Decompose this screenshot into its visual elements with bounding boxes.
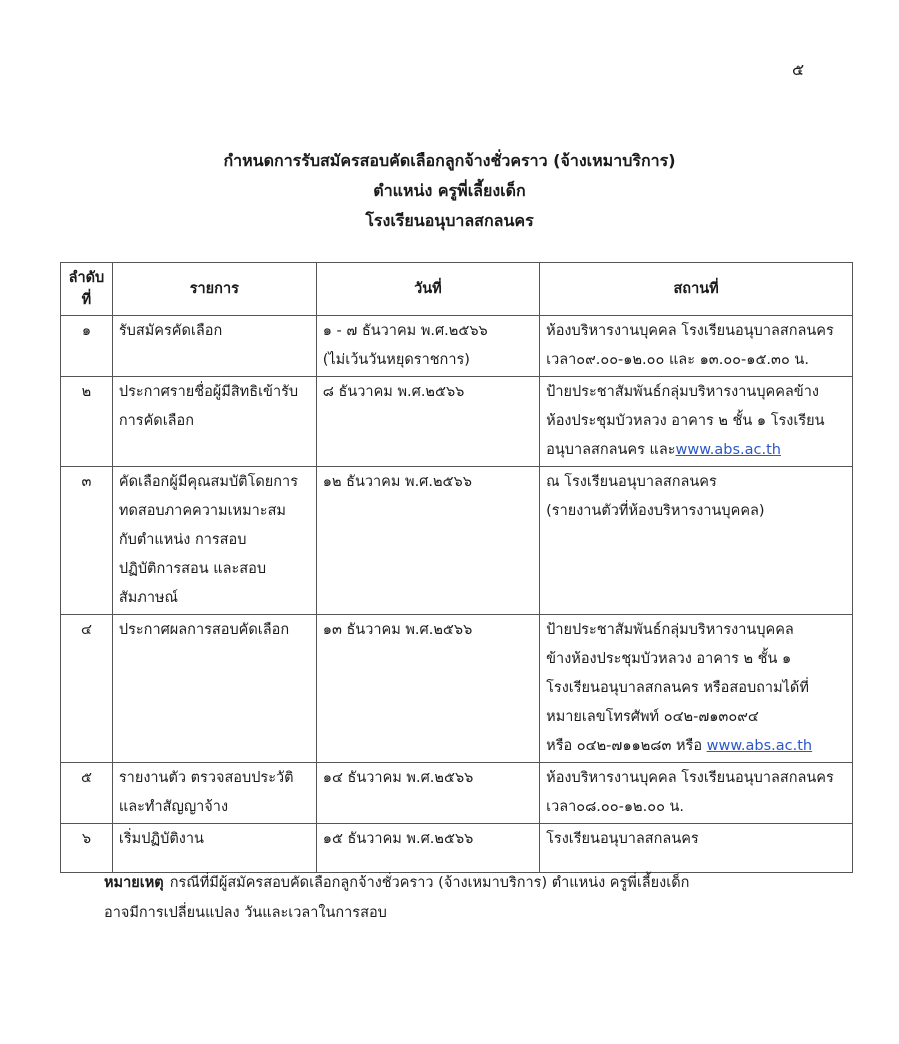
date-line: (ไม่เว้นวันหยุดราชการ) [322, 352, 470, 368]
place-line: ห้องประชุมบัวหลวง อาคาร ๒ ชั้น ๑ โรงเรียน [546, 413, 825, 429]
document-title [0, 146, 899, 236]
row-number: ๕ [61, 763, 113, 824]
title-line-2: ตำแหน่ง ครูพี่เลี้ยงเด็ก [373, 181, 526, 200]
row-item [112, 763, 316, 824]
table-row [61, 377, 853, 467]
item-line: สัมภาษณ์ [118, 590, 179, 606]
row-place [540, 763, 853, 824]
table-row [61, 763, 853, 824]
row-date [316, 615, 539, 763]
item-line: การคัดเลือก [118, 413, 195, 429]
footnote [104, 868, 804, 928]
place-line: ป้ายประชาสัมพันธ์กลุ่มบริหารงานบุคคล [546, 622, 794, 638]
date-line: ๑๒ ธันวาคม พ.ศ.๒๕๖๖ [322, 474, 472, 490]
date-line: ๑ - ๗ ธันวาคม พ.ศ.๒๕๖๖ [322, 323, 488, 339]
date-line: ๑๓ ธันวาคม พ.ศ.๒๕๖๖ [322, 622, 473, 638]
row-date [316, 377, 539, 467]
date-line: ๑๕ ธันวาคม พ.ศ.๒๕๖๖ [322, 831, 474, 847]
place-line: เวลา๐๘.๐๐-๑๒.๐๐ น. [546, 799, 685, 815]
item-line: ประกาศผลการสอบคัดเลือก [118, 622, 290, 638]
table-header-row [61, 263, 853, 316]
place-line [546, 732, 846, 761]
table-row [61, 316, 853, 377]
title-line-3: โรงเรียนอนุบาลสกลนคร [365, 211, 534, 230]
place-line: หมายเลขโทรศัพท์ ๐๔๒-๗๑๓๐๙๔ [546, 709, 759, 725]
footnote-line-1 [104, 868, 804, 898]
row-number: ๒ [61, 377, 113, 467]
row-place [540, 377, 853, 467]
header-no-line-2: ที่ [81, 292, 92, 308]
schedule-table [60, 262, 853, 873]
row-number: ๓ [61, 467, 113, 615]
header-item: รายการ [112, 263, 316, 316]
item-line: รับสมัครคัดเลือก [118, 323, 223, 339]
header-no [61, 263, 113, 316]
place-line: (รายงานตัวที่ห้องบริหารงานบุคคล) [546, 503, 765, 519]
row-place [540, 467, 853, 615]
row-item [112, 824, 316, 873]
place-line [546, 436, 846, 465]
website-link[interactable]: www.abs.ac.th [706, 738, 813, 754]
website-link[interactable]: www.abs.ac.th [675, 442, 781, 458]
row-date [316, 467, 539, 615]
header-date: วันที่ [316, 263, 539, 316]
place-text: อนุบาลสกลนคร และ [546, 442, 676, 458]
row-place [540, 615, 853, 763]
place-line: ห้องบริหารงานบุคคล โรงเรียนอนุบาลสกลนคร [546, 323, 834, 339]
row-number: ๔ [61, 615, 113, 763]
header-no-line-1: ลำดับ [68, 270, 105, 286]
item-line: ประกาศรายชื่อผู้มีสิทธิเข้ารับ [118, 384, 299, 400]
row-place [540, 824, 853, 873]
row-place [540, 316, 853, 377]
place-line: ข้างห้องประชุมบัวหลวง อาคาร ๒ ชั้น ๑ [546, 651, 792, 667]
footnote-label: หมายเหตุ [104, 875, 164, 891]
footnote-text: กรณีที่มีผู้สมัครสอบคัดเลือกลูกจ้างชั่วคราว (จ้างเหมาบริการ) ตำแหน่ง ครูพี่เลี้ยงเด็ก [169, 875, 690, 891]
date-line: ๑๔ ธันวาคม พ.ศ.๒๕๖๖ [322, 770, 474, 786]
row-number: ๖ [61, 824, 113, 873]
item-line: เริ่มปฏิบัติงาน [118, 831, 204, 847]
item-line: รายงานตัว ตรวจสอบประวัติ [118, 770, 294, 786]
item-line: และทำสัญญาจ้าง [118, 799, 229, 815]
place-line: โรงเรียนอนุบาลสกลนคร [546, 831, 699, 847]
item-line: กับตำแหน่ง การสอบ [118, 532, 247, 548]
title-line-1: กำหนดการรับสมัครสอบคัดเลือกลูกจ้างชั่วคราว (จ้างเหมาบริการ) [223, 151, 676, 170]
row-item [112, 316, 316, 377]
row-item [112, 615, 316, 763]
header-place: สถานที่ [540, 263, 853, 316]
row-item [112, 467, 316, 615]
place-line: ณ โรงเรียนอนุบาลสกลนคร [546, 474, 717, 490]
table-row [61, 467, 853, 615]
item-line: ปฏิบัติการสอน และสอบ [118, 561, 267, 577]
item-line: คัดเลือกผู้มีคุณสมบัติโดยการ [118, 474, 298, 490]
item-line: ทดสอบภาคความเหมาะสม [118, 503, 286, 519]
place-line: ป้ายประชาสัมพันธ์กลุ่มบริหารงานบุคคลข้าง [546, 384, 819, 400]
row-number: ๑ [61, 316, 113, 377]
place-text: หรือ ๐๔๒-๗๑๑๒๘๓ หรือ [546, 738, 707, 754]
table-row [61, 824, 853, 873]
row-date [316, 316, 539, 377]
footnote-line-2: อาจมีการเปลี่ยนแปลง วันและเวลาในการสอบ [104, 905, 387, 921]
row-item [112, 377, 316, 467]
row-date [316, 824, 539, 873]
date-line: ๘ ธันวาคม พ.ศ.๒๕๖๖ [322, 384, 465, 400]
table-row [61, 615, 853, 763]
row-date [316, 763, 539, 824]
place-line: โรงเรียนอนุบาลสกลนคร หรือสอบถามได้ที่ [546, 680, 809, 696]
page-number: ๕ [792, 60, 805, 79]
place-line: ห้องบริหารงานบุคคล โรงเรียนอนุบาลสกลนคร [546, 770, 834, 786]
place-line: เวลา๐๙.๐๐-๑๒.๐๐ และ ๑๓.๐๐-๑๕.๓๐ น. [546, 352, 809, 368]
